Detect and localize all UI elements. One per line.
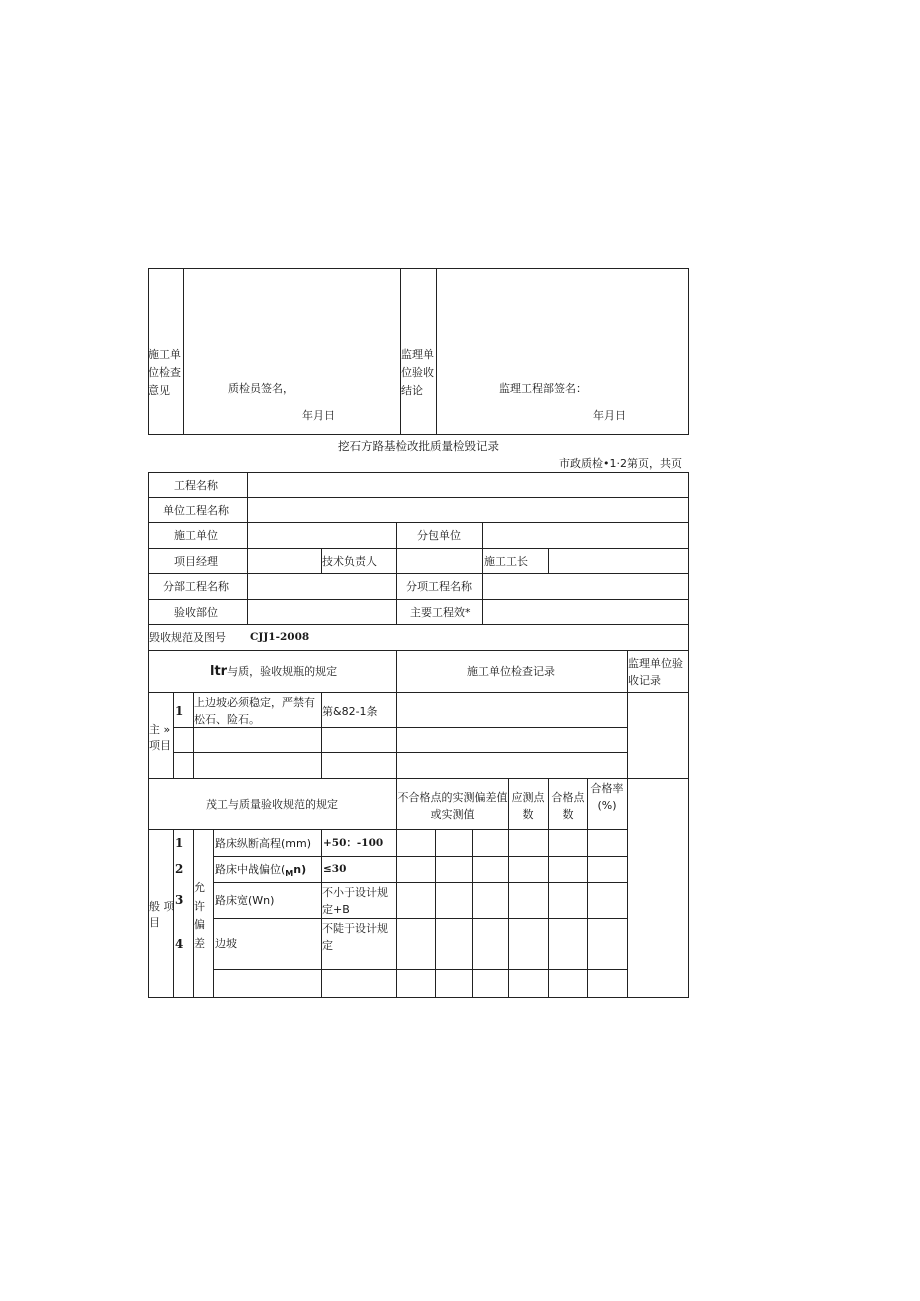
col-line [508, 778, 509, 998]
general-group-label-top: 般 项 [149, 900, 175, 913]
col-line [173, 692, 174, 779]
main-quantity-label: 主要工程效* [410, 606, 471, 619]
tech-lead-label: 技术负责人 [322, 555, 377, 568]
form-title: 挖石方路基检改批质量检毁记录 [338, 439, 499, 453]
general-spec-header: 茂工与质量验收规范的规定 [206, 798, 338, 811]
general-row-3-no: 3 [175, 893, 184, 907]
page-info: 市政质检•1·2第页，共页 [559, 457, 682, 470]
general-row-1-value: +50：-100 [323, 837, 384, 849]
general-row-2-value: ≤30 [323, 863, 347, 875]
general-row-2-no: 2 [175, 862, 184, 876]
division-name-label: 分部工程名称 [163, 580, 229, 593]
row-line [173, 752, 627, 753]
general-row-1-no: 1 [175, 836, 184, 850]
spec-label: 毁收规范及图号 [149, 631, 226, 644]
general-row-3-value: 不小于设计规定+B [322, 886, 388, 917]
main-group-label-top: 主 » [149, 723, 171, 736]
inspection-form [148, 472, 689, 998]
main-group-label-bottom: 项目 [149, 739, 171, 752]
col-line [396, 650, 397, 692]
row-line [148, 497, 689, 498]
general-row-1-name [215, 838, 311, 850]
subitem-name-label: 分项工程名称 [406, 580, 472, 593]
general-row-4-no: 4 [175, 937, 184, 951]
col-line [482, 573, 483, 624]
supervision-conclusion-label: 监理单位验收结论 [401, 348, 434, 398]
general-row-2-name [215, 864, 306, 879]
main-item-ref: 第&82-1条 [322, 705, 378, 718]
points-header: 应测点数 [511, 791, 545, 822]
pass-rate-header: 合格率(%) [590, 782, 624, 813]
supervisor-record-header: 监理单位验收记录 [628, 657, 683, 687]
main-spec-header-abbr: ltr [210, 664, 228, 679]
main-item-number: 1 [175, 704, 184, 718]
row-line [148, 624, 689, 625]
quality-inspector-signature-label: 质检员签名， [228, 382, 294, 395]
unit-project-name-label: 单位工程名称 [163, 504, 229, 517]
row-line [148, 548, 689, 549]
col-line [548, 548, 549, 573]
col-line [482, 548, 483, 573]
subcontract-unit-label: 分包单位 [417, 529, 461, 542]
row-line [148, 522, 689, 523]
col-line [396, 692, 397, 779]
main-item-text: 上边坡必须稳定，严禁有松石、险石。 [194, 696, 315, 726]
supervision-date-label: 年月日 [593, 409, 626, 422]
row-line [148, 829, 627, 830]
deviation-header: 不合格点的实测偏差值或实测值 [397, 791, 508, 822]
general-row-2-name-b: n) [293, 863, 307, 876]
row-line [148, 599, 689, 600]
col-line [396, 548, 397, 573]
row-line [213, 856, 627, 857]
construction-unit-label: 施工单位 [174, 529, 218, 542]
row-line [148, 778, 689, 779]
construction-check-record-header: 施工单位检查记录 [467, 665, 555, 678]
construction-check-label: 施工单位检查意见 [148, 348, 181, 398]
project-name-label: 工程名称 [174, 479, 218, 492]
site-foreman-label: 施工工长 [484, 555, 528, 568]
col-line [482, 522, 483, 548]
col-line [435, 829, 436, 998]
col-line [213, 829, 214, 998]
row-line [148, 573, 689, 574]
construction-date-label: 年月日 [302, 409, 335, 422]
general-row-1-name-text: 路床纵断高程(mm) [215, 837, 312, 850]
col-line [472, 829, 473, 998]
allowed-deviation-label: 允许偏差 [194, 881, 205, 951]
inspection-part-label: 验收部位 [174, 606, 218, 619]
row-line [148, 692, 689, 693]
col-line [627, 778, 628, 998]
supervisor-signature-label: 监理工程部签名： [499, 382, 587, 395]
row-line [148, 650, 689, 651]
general-row-4-name: 边坡 [215, 937, 237, 950]
general-group-label-bottom: 目 [149, 916, 160, 929]
general-row-2-name-sub: M [285, 869, 294, 879]
pass-points-header: 合格点数 [551, 791, 585, 822]
col-line [173, 829, 174, 998]
spec-value: CJJ1-2008 [250, 631, 310, 643]
row-line [213, 969, 627, 970]
main-spec-header [210, 665, 337, 679]
main-spec-header-text: 与质，验收规瓶的规定 [227, 665, 338, 678]
general-row-4-value: 不陡于设计规定 [322, 922, 388, 953]
project-manager-label: 项目经理 [174, 555, 218, 568]
col-line [396, 573, 397, 624]
row-line [213, 882, 627, 883]
col-line [396, 522, 397, 548]
col-line [247, 472, 248, 624]
general-row-3-name: 路床宽(Wn) [215, 894, 275, 907]
row-line [213, 918, 627, 919]
general-row-2-name-a: 路床中战偏位( [215, 863, 286, 876]
